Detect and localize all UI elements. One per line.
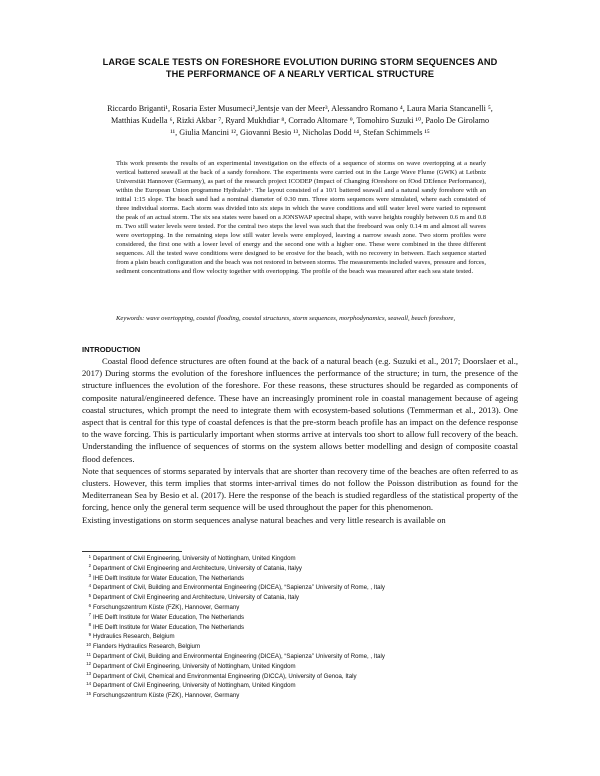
keywords-label: Keywords: [116,315,145,322]
footnote-text: Department of Civil, Building and Environmental Engineering (DICEA), “Sapienza” University of Rome, , Italy [93,652,385,660]
footnote [82,564,522,574]
introduction-body [82,355,518,526]
footnote-text: Forschungszentrum Küste (FZK), Hannover, Germany [93,603,240,611]
authors-line-3: ¹¹, Giulia Mancini ¹², Giovanni Besio ¹³, Nicholas Dodd ¹⁴, Stefan Schimmels ¹⁵ [170,128,430,138]
footnote-text: IHE Delft Institute for Water Education, The Netherlands [93,613,245,621]
footnote-number: 5 [88,592,91,598]
footnote [82,593,522,603]
footnote-number: 7 [88,612,91,618]
footnote-number: 15 [86,690,91,696]
footnote-text: Forschungszentrum Küste (FZK), Hannover, Germany [93,692,240,700]
footnote-number: 9 [88,631,91,637]
footnote-text: Hydraulics Research, Belgium [93,633,175,641]
abstract: This work presents the results of an experimental investigation on the effects of a sequence of storms on wave overtopping at a nearly vertical battered seawall at the back of a sandy foreshore. The experiments were carried out in the Large Wave Flume (GWK) at Leibniz Universität Hannover (Germany), as part of the research project ICODEP (Impact of Changing fOreshore on fOod DEfence Performance), within the European Union programme Hydralab+. The layout consisted of a 10/1 battered seawall and a natural sandy foreshore with an initial 1:15 slope. The beach sand had a nominal diameter of 0.30 mm. Three storm sequences were simulated, where each consisted of three individual storms. Each storm was divided into six steps in which the wave conditions and still water level were varied to represent the peak of an actual storm. The six sea states were based on a JONSWAP spectral shape, with wave heights roughly between 0.6 m and 0.8 m. Two still water levels were tested. For the central two steps the level was such that the freeboard was only 0.14 m and almost all waves were overtopping. In the remaining steps low still water levels were employed, leaving a narrow swash zone. Two storm profiles were considered, the first one with a lower level of energy and the second one with a higher one. These were combined in the three different sequences. All the tested wave conditions were designed to be erosive for the beach, with no recovery in between. Each sequence started from a plain beach configuration and the beach was not restored in between storms. The measurements included waves, pressure and forces, sediment concentrations and flow velocity together with overtopping. The profile of the beach was measured after each sea state tested. [116,160,486,275]
footnote [82,662,522,672]
authors-line-1: Riccardo Briganti¹, Rosaria Ester Musumeci²,Jentsje van der Meer³, Alessandro Romano ⁴, Laura Maria Stancanelli ⁵, [107,104,493,113]
footnote [82,652,522,662]
keywords-text: wave overtopping, coastal flooding, coastal structures, storm sequences, morphodynamics, seawall, beach foreshore, [145,315,456,322]
footnote-divider [82,551,182,552]
footnote-text: Department of Civil, Building and Environmental Engineering (DICEA), “Sapienza” University of Rome, , Italy [93,584,385,592]
paragraph: Existing investigations on storm sequences analyse natural beaches and very little research is available on [82,514,446,525]
footnote [82,623,522,633]
footnote-text: Department of Civil Engineering and Architecture, University of Catania, Italyy [93,564,302,572]
footnote-text: Flanders Hydraulics Research, Belgium [93,643,201,651]
footnote [82,632,522,642]
footnote [82,603,522,613]
footnote-number: 11 [86,651,91,657]
paper-title [60,56,540,80]
footnote-text: IHE Delft Institute for Water Education, The Netherlands [93,623,245,631]
footnote-text: Department of Civil Engineering, University of Nottingham, United Kingdom [93,662,296,670]
footnote-text: Department of Civil Engineering, University of Nottingham, United Kingdom [93,682,296,690]
footnote-number: 13 [86,671,91,677]
footnote-number: 6 [88,602,91,608]
footnote-number: 2 [88,563,91,569]
footnote-text: Department of Civil Engineering and Architecture, University of Catania, Italy [93,594,299,602]
footnote [82,613,522,623]
title-line-2: THE PERFORMANCE OF A NEARLY VERTICAL STRUCTURE [165,69,435,79]
footnote-text: Department of Civil Engineering, University of Nottingham, United Kingdom [93,555,296,562]
footnote-number: 8 [88,622,91,628]
footnote-number: 1 [88,553,91,559]
footnote-text: Department of Civil, Chemical and Environmental Engineering (DICCA), University of Genoa, Italy [93,672,357,680]
footnote [82,681,522,691]
footnote-number: 14 [86,680,91,686]
title-line-1: LARGE SCALE TESTS ON FORESHORE EVOLUTION DURING STORM SEQUENCES AND [102,57,498,67]
footnote [82,574,522,584]
authors-line-2: Matthias Kudella ⁶, Rizki Akbar ⁷, Ryard Mukhdiar ⁸, Corrado Altomare ⁹, Tomohiro Suzuki ¹⁰, Paolo De Girolamo [110,116,490,126]
footnote [82,672,522,682]
footnote-number: 12 [86,661,91,667]
footnote-text: IHE Delft Institute for Water Education, The Netherlands [93,574,245,582]
footnote-number: 4 [88,583,91,588]
paragraph: Note that sequences of storms separated by intervals that are shorter than recovery time of the beaches are often referred to as clusters. However, this term implies that storms inter-arrival times do not follow the Poisson distribution as found for the Mediterranean Sea by Besio et al. (2017). Here the response of the beach is studied regardless of the statistical property of the forcing, hence only the general term sequence will be used throughout the paper for this phenomenon. [82,465,518,513]
footnotes [82,554,522,701]
author-list [78,103,522,140]
paragraph: Coastal flood defence structures are often found at the back of a natural beach (e.g. Suzuki et al., 2017; Doorslaer et al., 2017) During storms the evolution of the foreshore influences the performance of the structure; in turn, the presence of the structure influences the evolution of the foreshore. For these reasons, these structures should be regarded as components of composite natural/engineered defence. These have an increasingly prominent role in coastal management because of ageing coastal structures, which prompt the need to integrate them with ecosystem-based solutions (Temmerman et al., 2013). One aspect that is central for this type of coastal defences is that the pre-storm beach profile has an impact on the defence response to the wave forcing. This is particularly important when storms arrive at intervals too short to allow full recovery of the beach. Understanding the influence of sequences of storms on the system allows better modelling and design of composite coastal flood defences. [82,356,518,464]
footnote [82,583,522,593]
footnote-number: 3 [88,573,91,579]
keywords [116,314,486,323]
footnote-number: 10 [86,641,91,647]
footnote [82,642,522,652]
footnote [82,554,522,564]
section-heading-introduction: INTRODUCTION [82,345,141,354]
footnote [82,691,522,701]
